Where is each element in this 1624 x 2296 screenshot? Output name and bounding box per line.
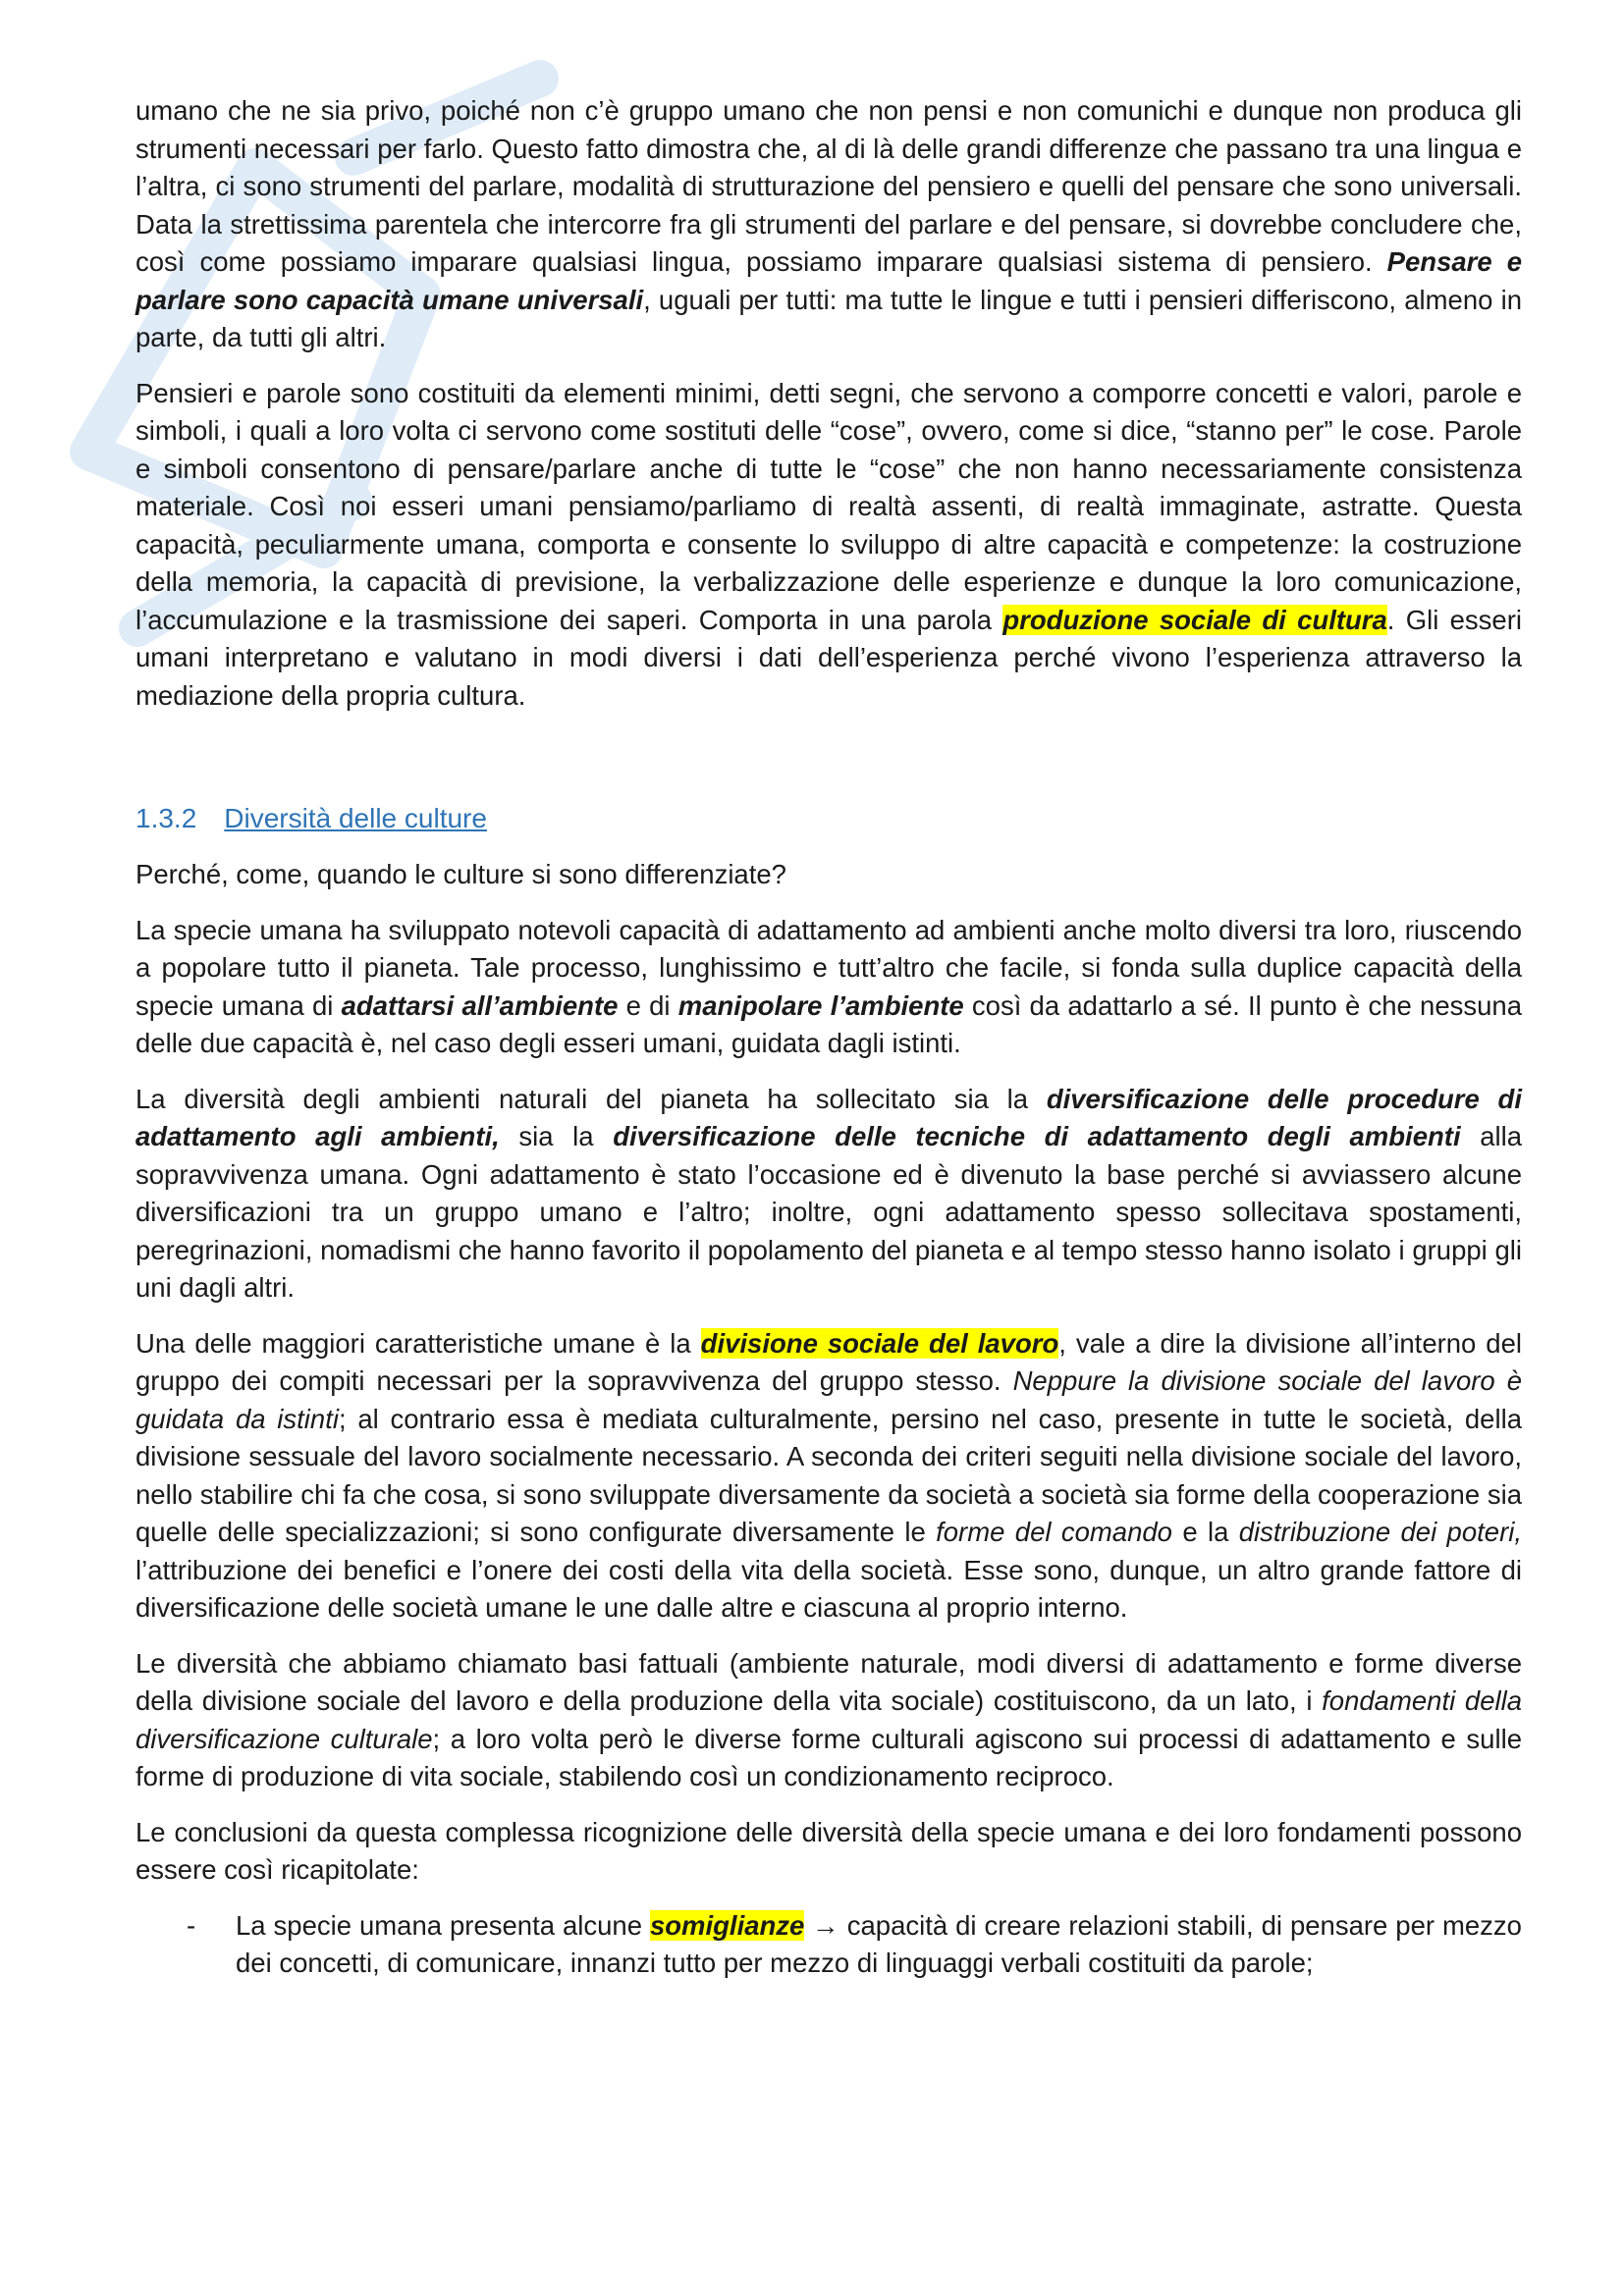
document-body — [135, 92, 1522, 1983]
highlighted-term: produzione sociale di cultura — [1002, 604, 1387, 635]
text: La specie umana presenta alcune — [236, 1909, 650, 1941]
paragraph-1 — [135, 92, 1522, 357]
text: , uguali per tutti: ma tutte le lingue e tutti i pensieri differiscono, almeno in parte, da tutti gli altri. — [135, 284, 1522, 352]
italic-text: Neppure la divisione sociale del lavoro è guidata da istinti — [135, 1365, 1522, 1434]
bold-italic-text: diversificazione delle procedure di adattamento agli ambienti, — [135, 1083, 1522, 1151]
highlighted-term: somiglianze — [649, 1909, 805, 1941]
bold-italic-text: adattarsi all’ambiente — [341, 989, 619, 1021]
text: ; a loro volta però le diverse forme culturali agiscono sui processi di adattamento e sulle forme di produzione di vita sociale, stabilendo così un condizionamento reciproco. — [135, 1723, 1522, 1791]
text: e la — [1171, 1517, 1239, 1547]
section-number: 1.3.2 — [135, 803, 197, 833]
text: , vale a dire la divisione all’interno del gruppo dei compiti necessari per la sopravvivenza del gruppo stesso. — [135, 1327, 1523, 1396]
text: l’attribuzione dei benefici e l’onere dei costi della vita della società. Esse sono, dunque, un altro grande fattore di diversificazione delle società umane le une dalle altre e ciascuna al proprio interno. — [135, 1554, 1522, 1623]
italic-text: distribuzione dei poteri, — [1238, 1517, 1522, 1547]
text: Le diversità che abbiamo chiamato basi fattuali (ambiente naturale, modi diversi di adattamento e forme diverse della divisione sociale del lavoro e della produzione della vita sociale) costituiscono, da un lato, i — [135, 1647, 1522, 1716]
text: sia la — [499, 1121, 614, 1151]
bold-italic-text: diversificazione delle tecniche di adattamento degli ambienti — [613, 1121, 1461, 1151]
text: umano che ne sia privo, poiché non c’è gruppo umano che non pensi e non comunichi e dunque non produca gli strumenti necessari per farlo. Questo fatto dimostra che, al di là delle grandi differenze che passano tra una lingua e l’altra, ci sono strumenti del parlare, modalità di strutturazione del pensiero e quelli del pensare che sono universali. Data la strettissima parentela che intercorre fra gli strumenti del parlare e del pensare, si dovrebbe concludere che, così come possiamo imparare qualsiasi lingua, possiamo imparare qualsiasi sistema di pensiero. — [135, 95, 1522, 277]
text: alla sopravvivenza umana. Ogni adattamento è stato l’occasione ed è divenuto la base perché si avviassero alcune diversificazioni tra un gruppo umano e l’altro; inoltre, ogni adattamento spesso sollecitava spostamenti, peregrinazioni, nomadismi che hanno favorito il popolamento del pianeta e al tempo stesso hanno isolato i gruppi gli uni dagli altri. — [135, 1121, 1523, 1303]
paragraph-2 — [135, 375, 1522, 716]
bold-italic-text: Pensare e parlare sono capacità umane universali — [135, 246, 1522, 315]
text: così da adattarlo a sé. Il punto è che nessuna delle due capacità è, nel caso degli esseri umani, guidata dagli istinti. — [135, 989, 1523, 1058]
italic-text: forme del comando — [936, 1517, 1172, 1547]
text: La specie umana ha sviluppato notevoli capacità di adattamento ad ambienti anche molto diversi tra loro, riuscendo a popolare tutto il pianeta. Tale processo, lunghissimo e tutt’altro che facile, si fonda sulla duplice capacità della specie umana di — [135, 914, 1522, 1021]
text: Una delle maggiori caratteristiche umane è la — [135, 1327, 701, 1359]
bold-italic-text: manipolare l’ambiente — [677, 989, 964, 1021]
paragraph-3 — [135, 912, 1522, 1063]
text: → capacità di creare relazioni stabili, di pensare per mezzo dei concetti, di comunicare, innanzi tutto per mezzo di linguaggi verbali costituiti da parole; — [236, 1909, 1522, 1978]
list-item — [135, 1907, 1522, 1983]
conclusion-list — [135, 1907, 1522, 1983]
text: e di — [618, 989, 678, 1021]
paragraph-7: Le conclusioni da questa complessa ricognizione delle diversità della specie umana e dei loro fondamenti possono essere così ricapitolate: — [135, 1816, 1522, 1885]
section-title-link[interactable]: Diversità delle culture — [224, 803, 487, 833]
text: . Gli esseri umani interpretano e valutano in modi diversi i dati dell’esperienza perché vivono l’esperienza attraverso la mediazione della propria cultura. — [135, 604, 1522, 711]
text: Pensieri e parole sono costituiti da elementi minimi, detti segni, che servono a comporre concetti e valori, parole e simboli, i quali a loro volta ci servono come sostituti delle “cose”, ovvero, come si dice, “stanno per” le cose. Parole e simboli consentono di pensare/parlare anche di tutte le “cose” che non hanno necessariamente consistenza materiale. Così noi esseri umani pensiamo/parliamo di realtà assenti, di realtà immaginate, astratte. Questa capacità, peculiarmente umana, comporta e consente lo sviluppo di altre capacità e competenze: la costruzione della memoria, la capacità di previsione, la verbalizzazione delle esperienze e dunque la loro comunicazione, l’accumulazione e la trasmissione dei saperi. Comporta in una parola — [135, 377, 1522, 635]
paragraph-5 — [135, 1325, 1522, 1628]
text: ; al contrario essa è mediata culturalmente, persino nel caso, presente in tutte le società, della divisione sessuale del lavoro socialmente necessario. A seconda dei criteri seguiti nella divisione sociale del lavoro, nello stabilire chi fa che cosa, si sono sviluppate diversamente da società a società sia forme della cooperazione sia quelle delle specializzazioni; si sono configurate diversamente le — [135, 1403, 1522, 1547]
question-line: Perché, come, quando le culture si sono differenziate? — [135, 859, 786, 889]
list-dash: - — [187, 1909, 196, 1941]
highlighted-term: divisione sociale del lavoro — [700, 1327, 1059, 1359]
paragraph-4 — [135, 1081, 1522, 1308]
italic-text: fondamenti della diversificazione culturale — [135, 1685, 1522, 1754]
section-heading — [135, 803, 1522, 834]
text: La diversità degli ambienti naturali del pianeta ha sollecitato sia la — [135, 1083, 1047, 1114]
paragraph-6 — [135, 1645, 1522, 1796]
